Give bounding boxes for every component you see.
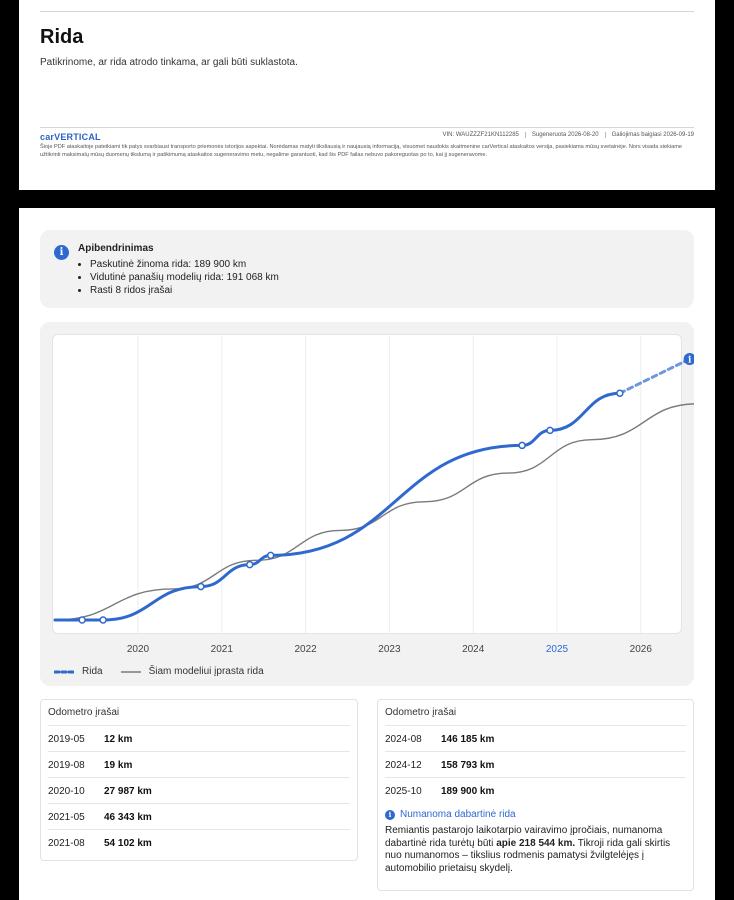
x-tick-label: 2026 <box>629 644 652 655</box>
report-header-page <box>19 0 715 190</box>
legend-typical-label: Šiam modeliui įprasta rida <box>148 666 264 677</box>
x-tick-label: 2023 <box>378 644 401 655</box>
estimate-value: apie 218 544 km. <box>496 837 576 849</box>
vin-text: VIN: WAUZZZF21KN112285 <box>442 132 519 138</box>
row-value: 189 900 km <box>441 786 495 797</box>
row-value: 54 102 km <box>104 838 152 849</box>
report-meta <box>443 132 694 138</box>
odometer-table-right <box>377 699 694 891</box>
page-subtitle: Patikrinome, ar rida atrodo tinkama, ar gali būti suklastota. <box>40 57 298 68</box>
estimate-text-pre: Remiantis pastarojo laikotarpio vairavimo įpročiais, numanoma dabartinė rida turėtų būti <box>385 825 663 849</box>
generated-date: Sugeneruota 2026-08-20 <box>525 132 599 138</box>
table-row <box>48 829 350 855</box>
row-date: 2020-10 <box>48 786 85 797</box>
row-value: 12 km <box>104 734 133 745</box>
legend-rida-swatch <box>54 669 74 675</box>
table-row <box>385 725 686 751</box>
table-row <box>48 751 350 777</box>
typical-mileage-line <box>55 404 694 620</box>
odometer-table-left <box>40 699 358 861</box>
page-title: Rida <box>40 26 84 48</box>
row-date: 2025-10 <box>385 786 422 797</box>
row-date: 2024-08 <box>385 734 422 745</box>
mileage-point <box>617 390 623 396</box>
mileage-line <box>55 393 620 620</box>
mileage-point <box>519 442 525 448</box>
table-row <box>48 803 350 829</box>
x-tick-label: 2021 <box>210 644 233 655</box>
table-row <box>48 725 350 751</box>
table-header: Odometro įrašai <box>385 707 457 718</box>
row-value: 27 987 km <box>104 786 152 797</box>
divider <box>40 11 694 12</box>
disclaimer-text: Šioje PDF ataskaitoje pateikiami tik patys svarbiausi transporto priemonės istorijos aspektai. Norėdamas matyti tiksliausią ir naujausią informaciją, visuomet naudokis skaitmenine carVertical ataskaitos versija, pasiekiama mūsų svetainėje. Nors visada siekiame užtikrinti maksimalų mūsų duomenų tikslumą ir patikimumą ataskaitos sugeneravimo metu, negalime garantuoti, kad šis PDF failas nebuvo pakoreguotas po to, kai jį sugeneravome. <box>40 144 683 158</box>
legend-rida-label: Rida <box>82 666 103 677</box>
mileage-point <box>547 427 553 433</box>
row-date: 2021-05 <box>48 812 85 823</box>
divider <box>40 127 694 128</box>
x-tick-label: 2022 <box>294 644 317 655</box>
mileage-page <box>19 208 715 900</box>
table-row <box>385 751 686 777</box>
legend-typical-swatch <box>121 669 141 675</box>
summary-item: • Rasti 8 ridos įrašai <box>90 284 279 297</box>
valid-until: Galiojimas baigiasi 2026-09-19 <box>605 132 694 138</box>
row-value: 158 793 km <box>441 760 495 771</box>
x-tick-label: 2025 <box>545 644 569 655</box>
mileage-chart-card <box>40 322 694 686</box>
mileage-point <box>198 584 204 590</box>
x-tick-label: 2024 <box>462 644 485 655</box>
table-row <box>385 777 686 803</box>
summary-box <box>40 230 694 308</box>
info-icon: i <box>54 245 69 260</box>
mileage-point <box>247 562 253 568</box>
mileage-chart <box>40 322 694 662</box>
summary-item: • Vidutinė panašių modelių rida: 191 068 km <box>90 271 279 284</box>
mileage-point <box>268 552 274 558</box>
estimate-info-glyph: i <box>687 355 692 366</box>
row-value: 19 km <box>104 760 133 771</box>
chart-legend <box>54 666 264 677</box>
summary-item: • Paskutinė žinoma rida: 189 900 km <box>90 258 279 271</box>
carvertical-logo: carVERTICAL <box>40 132 101 142</box>
estimated-mileage-line <box>620 359 690 393</box>
estimate-title: Numanoma dabartinė rida <box>400 809 516 820</box>
estimate-text <box>385 825 685 875</box>
table-header: Odometro įrašai <box>48 707 120 718</box>
row-date: 2019-05 <box>48 734 85 745</box>
row-value: 146 185 km <box>441 734 495 745</box>
row-value: 46 343 km <box>104 812 152 823</box>
row-date: 2019-08 <box>48 760 85 771</box>
info-icon: i <box>385 810 395 820</box>
estimate-heading <box>385 809 516 820</box>
row-date: 2021-08 <box>48 838 85 849</box>
mileage-point <box>79 617 85 623</box>
estimate-text-post: Tikroji rida gali skirtis nuo numanomos – tikslius rodmenis pamatysi žvilgtelėjęs į automobilio prietaisų skydelį. <box>385 837 671 874</box>
mileage-point <box>100 617 106 623</box>
table-row <box>48 777 350 803</box>
row-date: 2024-12 <box>385 760 422 771</box>
x-tick-label: 2020 <box>126 644 150 655</box>
summary-title: Apibendrinimas <box>78 243 154 254</box>
summary-list <box>90 258 279 297</box>
